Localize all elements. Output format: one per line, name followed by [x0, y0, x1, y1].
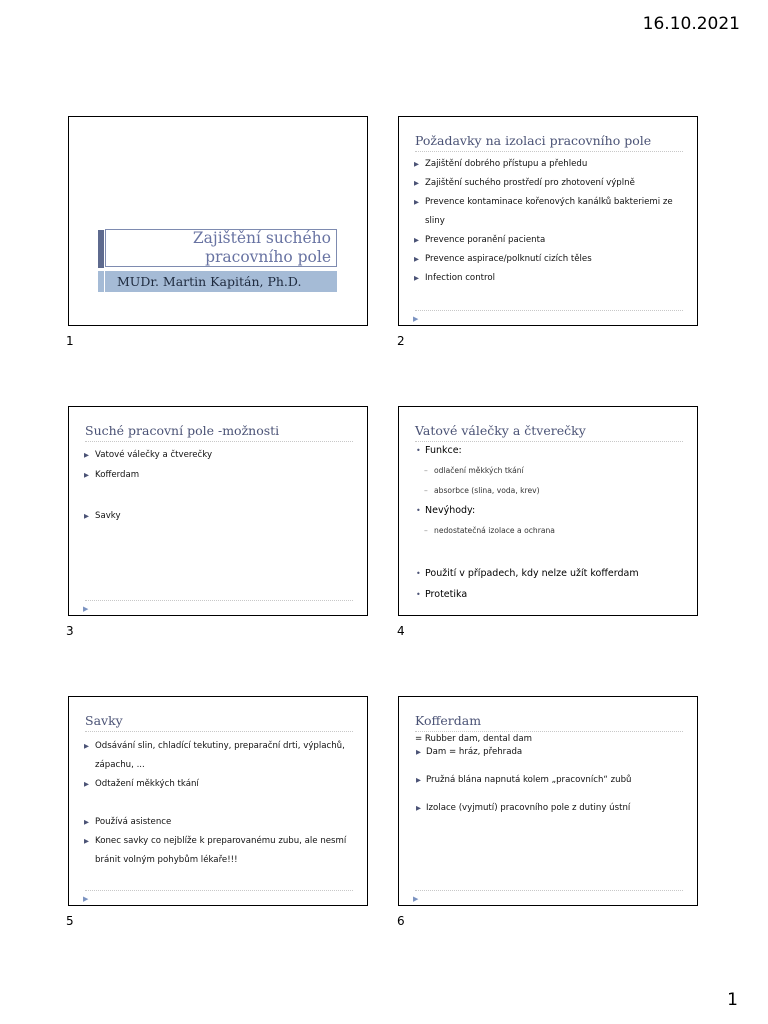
slide-2-bullets [413, 155, 685, 288]
bullet-item [413, 250, 685, 269]
bullet-item [413, 174, 685, 193]
slide-3-title: Suché pracovní pole -možnosti [85, 423, 353, 442]
bullet-text: zápachu, ... [95, 760, 145, 770]
bullet-text: Prevence kontaminace kořenových kanálků bakteriemi ze [425, 197, 673, 207]
list-text: Protetika [425, 589, 468, 600]
slide-2 [398, 116, 698, 326]
list-item [415, 563, 687, 584]
dot-bullet-icon: • [416, 590, 421, 599]
bullet-triangle-icon: ▶ [414, 179, 419, 187]
list-item [415, 501, 687, 521]
slide-5-title: Savky [85, 713, 353, 732]
slide-6-list [415, 733, 687, 815]
slide-1-title-line-2: pracovního pole [205, 248, 331, 266]
bullet-text: Prevence poranění pacienta [425, 235, 546, 245]
title-accent-bar [98, 230, 104, 268]
bullet-item [83, 832, 355, 851]
bullet-triangle-icon: ▶ [414, 274, 419, 282]
bullet-triangle-icon: ▶ [416, 748, 421, 756]
dot-bullet-icon: • [416, 506, 421, 515]
spacer [415, 759, 687, 774]
slide-number-6: 6 [397, 914, 405, 928]
bullet-triangle-icon: ▶ [84, 471, 89, 479]
bullet-triangle-icon: ▶ [84, 451, 89, 459]
spacer [83, 485, 355, 506]
slide-4 [398, 406, 698, 616]
list-item [415, 441, 687, 461]
sub-list-item [415, 481, 687, 501]
slide-5 [68, 696, 368, 906]
bullet-triangle-icon: ▶ [84, 512, 89, 520]
bullet-item [413, 231, 685, 250]
slide-1 [68, 116, 368, 326]
slide-5-bullets [83, 737, 355, 870]
header-date: 16.10.2021 [642, 14, 740, 34]
bullet-triangle-icon: ▶ [416, 776, 421, 784]
page-number: 1 [727, 990, 738, 1010]
dash-bullet-icon: – [424, 466, 428, 475]
list-text: = Rubber dam, dental dam [415, 734, 533, 744]
bullet-text: Infection control [425, 273, 496, 283]
bullet-text: Prevence aspirace/polknutí cizích těles [425, 254, 592, 264]
dot-bullet-icon: • [416, 446, 421, 455]
slide-footer-line [415, 310, 683, 311]
bullet-text: Odtažení měkkých tkání [95, 779, 199, 789]
bullet-item [413, 193, 685, 212]
bullet-item [83, 506, 355, 526]
slide-4-list [415, 441, 687, 605]
bullet-continuation [83, 756, 355, 775]
bullet-triangle-icon: ▶ [84, 780, 89, 788]
bullet-item [83, 465, 355, 485]
slide-number-2: 2 [397, 334, 405, 348]
dash-bullet-icon: – [424, 486, 428, 495]
dot-bullet-icon: • [416, 569, 421, 578]
bullet-text: Zajištění dobrého přístupu a přehledu [425, 159, 588, 169]
slide-4-title: Vatové válečky a čtverečky [415, 423, 683, 442]
bullet-item [415, 802, 687, 815]
bullet-item [83, 813, 355, 832]
spacer [415, 541, 687, 563]
list-text: Funkce: [425, 445, 462, 456]
slide-1-title [105, 229, 331, 267]
bullet-item [83, 737, 355, 756]
sub-list-item [415, 521, 687, 541]
bullet-text: Používá asistence [95, 817, 172, 827]
bullet-triangle-icon: ▶ [414, 198, 419, 206]
spacer [83, 794, 355, 813]
bullet-item [413, 269, 685, 288]
slide-footer-line [85, 600, 353, 601]
slide-1-subtitle: MUDr. Martin Kapitán, Ph.D. [105, 271, 337, 292]
list-text: nedostatečná izolace a ochrana [434, 526, 555, 535]
slide-1-title-line-1: Zajištění suchého [192, 229, 331, 247]
bullet-triangle-icon: ▶ [84, 837, 89, 845]
slide-number-1: 1 [66, 334, 74, 348]
subtitle-accent-bar [98, 271, 104, 292]
bullet-text: Kofferdam [95, 470, 140, 480]
slide-6-title: Kofferdam [415, 713, 683, 732]
list-item [415, 584, 687, 605]
bullet-triangle-icon: ▶ [414, 160, 419, 168]
bullet-text: Vatové válečky a čtverečky [95, 450, 213, 460]
slide-footer-line [85, 890, 353, 891]
bullet-item [83, 445, 355, 465]
list-text: Použití v případech, kdy nelze užít kofferdam [425, 568, 639, 579]
bullet-triangle-icon: ▶ [84, 742, 89, 750]
slide-footer-line [415, 890, 683, 891]
bullet-item [415, 774, 687, 787]
bullet-text: Konec savky co nejblíže k preparovanému zubu, ale nesmí [95, 836, 347, 846]
bullet-text: bránit volným pohybům lékaře!!! [95, 855, 238, 865]
slide-2-title: Požadavky na izolaci pracovního pole [415, 133, 683, 152]
bullet-triangle-icon: ▶ [84, 818, 89, 826]
bullet-text: Pružná blána napnutá kolem „pracovních“ zubů [426, 775, 632, 785]
list-text: absorbce (slina, voda, krev) [434, 486, 540, 495]
bullet-item [415, 746, 687, 759]
slide-6 [398, 696, 698, 906]
bullet-text: sliny [425, 216, 445, 226]
bullet-triangle-icon: ▶ [416, 804, 421, 812]
list-text: Nevýhody: [425, 505, 476, 516]
bullet-text: Zajištění suchého prostředí pro zhotovení výplně [425, 178, 635, 188]
slide-number-5: 5 [66, 914, 74, 928]
footer-triangle-icon: ▶ [413, 315, 419, 323]
slide-3-bullets [83, 445, 355, 526]
footer-triangle-icon: ▶ [413, 895, 419, 903]
bullet-continuation [83, 851, 355, 870]
bullet-text: Odsávání slin, chladící tekutiny, preparační drti, výplachů, [95, 741, 345, 751]
bullet-triangle-icon: ▶ [414, 255, 419, 263]
list-line [415, 733, 687, 746]
sub-list-item [415, 461, 687, 481]
footer-triangle-icon: ▶ [83, 895, 89, 903]
bullet-item [83, 775, 355, 794]
spacer [415, 787, 687, 802]
bullet-text: Savky [95, 511, 121, 521]
bullet-triangle-icon: ▶ [414, 236, 419, 244]
slide-number-4: 4 [397, 624, 405, 638]
footer-triangle-icon: ▶ [83, 605, 89, 613]
slide-3 [68, 406, 368, 616]
dash-bullet-icon: – [424, 526, 428, 535]
list-text: odlačení měkkých tkání [434, 466, 524, 475]
bullet-continuation [413, 212, 685, 231]
bullet-item [413, 155, 685, 174]
bullet-text: Dam = hráz, přehrada [426, 747, 523, 757]
slide-number-3: 3 [66, 624, 74, 638]
bullet-text: Izolace (vyjmutí) pracovního pole z dutiny ústní [426, 803, 631, 813]
